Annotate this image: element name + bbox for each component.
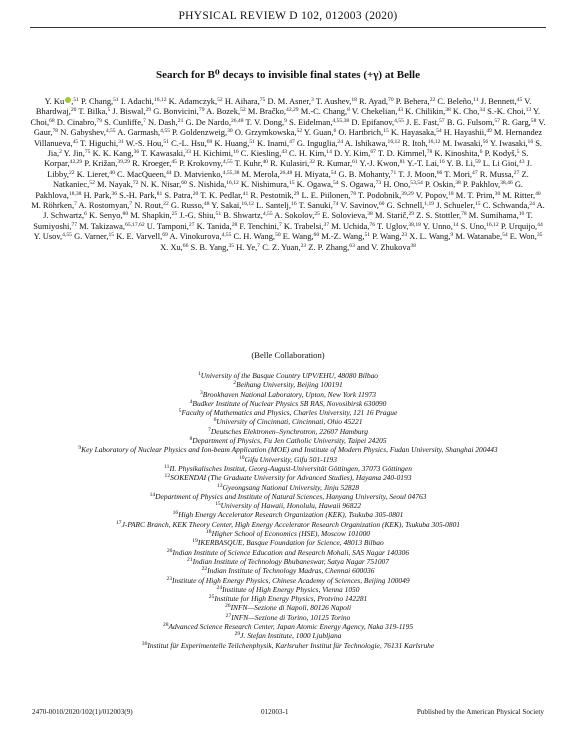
affiliation-text: Brookhaven National Laboratory, Upton, New York 11973 [202,389,377,399]
journal-header: PHYSICAL REVIEW D 102, 012003 (2020) [178,10,398,22]
affiliation-item [40,399,536,408]
affiliation-number: 23 [166,575,173,582]
page-footer [32,708,544,716]
affiliation-item [40,501,536,510]
affiliation-item [40,445,536,454]
affiliation-number: 19 [192,538,198,545]
affiliation-item [40,613,536,622]
footer-page-number: 012003-1 [260,708,289,716]
affiliation-text: Budker Institute of Nuclear Physics SB RAS, Novosibirsk 630090 [192,398,387,408]
affiliation-number: 4 [189,398,193,405]
affiliation-item [40,436,536,445]
affiliation-item [40,594,536,603]
affiliation-text: INFN—Sezione di Torino, 10125 Torino [231,612,351,622]
footer-publisher: Published by the American Physical Society [416,708,544,716]
affiliation-text: Department of Physics and Institute of Natural Sciences, Hanyang University, Seoul 04763 [155,491,427,501]
affiliation-item [40,455,536,464]
affiliation-number: 15 [215,501,221,508]
affiliation-text: Gifu University, Gifu 501-1193 [244,454,337,464]
paper-title [30,68,546,81]
affiliation-item [40,483,536,492]
affiliation-number: 29 [234,631,241,638]
affiliation-text: Institut für Experimentelle Teilchenphysik, Karlsruher Institut für Technologie, 76131 Karlsruhe [147,640,435,650]
affiliation-number: 2 [233,380,237,387]
affiliation-item [40,371,536,380]
affiliation-text: High Energy Accelerator Research Organization (KEK), Tsukuba 305-0801 [178,510,404,520]
affiliation-item [40,538,536,547]
affiliation-text: University of Hawaii, Honolulu, Hawaii 96822 [220,501,361,511]
affiliation-number: 30 [141,640,148,647]
affiliation-item [40,492,536,501]
collaboration-name: (Belle Collaboration) [251,350,325,360]
affiliation-text: Advanced Science Research Center, Japan Atomic Energy Agency, Naka 319-1195 [168,622,414,632]
affiliation-text: Faculty of Mathematics and Physics, Charles University, 121 16 Prague [181,408,398,418]
affiliation-number: 10 [238,454,245,461]
author-list-text: Y. Ku ,$^{51}$ P. Chang,$^{51}$ I. Adachi,$^{16,12}$ K. Adamczyk,$^{52}$ H. Aihara,$^{75}$ D. M. Asner,$^3$ T. Aushev,$^{18}$ R. Ayad,$^{70}$ P. Behera,$^{22}$ C. Beleño,$^{11}$ J. Bennett,$^{45}$ V. Bhardwaj,$^{20}$ T. Bilka,$^5$ J. Biswal,$^{29}$ G. Bonvicini,$^{79}$ A. Bozek,$^{52}$ M. Bračko,$^{42,29}$ M.-C. Chang,$^8$ V. Chekelian,$^{43}$ K. Chilikin,$^{38}$ K. Cho,$^{34}$ S.-K. Choi,$^{13}$ Y. Choi,$^{68}$ D. Cinabro,$^{79}$ S. Cunliffe,$^7$ N. Dash,$^{21}$ G. De Nardo,$^{26,48}$ T. V. Dong,$^9$ S. Eidelman,$^{4,55,38}$ D. Epifanov,$^{4,55}$ J. E. Fast,$^{57}$ B. G. Fulsom,$^{57}$ R. Garg,$^{58}$ V. Gaur,$^{78}$ N. Gabyshev,$^{4,55}$ A. Garmash,$^{4,55}$ P. Goldenzweig,$^{30}$ O. Grzymkowska,$^{52}$ Y. Guan,$^6$ O. Hartbrich,$^{15}$ K. Hayasaka,$^{54}$ H. Hayashii,$^{49}$ M. Hernandez Villanueva,$^{45}$ T. Higuchi,$^{31}$ W.-S. Hou,$^{51}$ C.-L. Hsu,$^{69}$ K. Huang,$^{51}$ K. Inami,$^{47}$ G. Inguglia,$^{24}$ A. Ishikawa,$^{16,12}$ R. Itoh,$^{16,12}$ M. Iwasaki,$^{56}$ Y. Iwasaki,$^{16}$ S. Jia,$^2$ Y. Jin,$^{75}$ K. K. Kang,$^{36}$ T. Kawasaki,$^{33}$ H. Kichimi,$^{16}$ C. Kiesling,$^{43}$ C. H. Kim,$^{14}$ D. Y. Kim,$^{67}$ T. D. Kimmel,$^{78}$ K. Kinoshita,$^6$ P. Kodyš,$^5$ S. Korpar,$^{42,29}$ P. Križan,$^{39,29}$ R. Kroeger,$^{45}$ P. Krokovny,$^{4,55}$ T. Kuhr,$^{40}$ R. Kulasiri,$^{32}$ R. Kumar,$^{61}$ Y.-J. Kwon,$^{81}$ Y.-T. Lai,$^{16}$ Y. B. Li,$^{59}$ L. Li Gioi,$^{43}$ J. Libby,$^{22}$ K. Lieret,$^{40}$ C. MacQueen,$^{44}$ D. Matvienko,$^{4,55,38}$ M. Merola,$^{26,48}$ H. Miyata,$^{54}$ G. B. Mohanty,$^{71}$ T. J. Moon,$^{66}$ T. Mori,$^{47}$ R. Mussa,$^{27}$ Z. Natkaniec,$^{52}$ M. Nayak,$^{72}$ N. K. Nisar,$^{60}$ S. Nishida,$^{16,12}$ K. Nishimura,$^{15}$ K. Ogawa,$^{54}$ S. Ogawa,$^{73}$ H. Ono,$^{53,54}$ P. Oskin,$^{38}$ P. Pakhlov,$^{38,46}$ G. Pakhlova,$^{18,38}$ H. Park,$^{36}$ S.-H. Park,$^{81}$ S. Patra,$^{20}$ T. K. Pedlar,$^{41}$ R. Pestotnik,$^{29}$ L. E. Piilonen,$^{78}$ T. Podobnik,$^{39,29}$ V. Popov,$^{18}$ M. T. Prim,$^{30}$ M. Ritter,$^{40}$ M. Röhrken,$^7$ A. Rostomyan,$^7$ N. Rout,$^{22}$ G. Russo,$^{48}$ Y. Sakai,$^{16,12}$ L. Santelj,$^{16}$ T. Sanuki,$^{74}$ V. Savinov,$^{60}$ G. Schnell,$^{1,19}$ J. Schueler,$^{15}$ C. Schwanda,$^{24}$ A. J. Schwartz,$^6$ K. Senyo,$^{80}$ M. Shapkin,$^{25}$ J.-G. Shiu,$^{51}$ B. Shwartz,$^{4,55}$ A. Sokolov,$^{25}$ E. Solovieva,$^{38}$ M. Starič,$^{29}$ Z. S. Stottler,$^{78}$ M. Sumihama,$^{10}$ T. Sumiyoshi,$^{77}$ M. Takizawa,$^{65,17,62}$ U. Tamponi,$^{27}$ K. Tanida,$^{28}$ F. Tenchini,$^7$ K. Trabelsi,$^{37}$ M. Uchida,$^{76}$ T. Uglov,$^{38,18}$ Y. Unno,$^{14}$ S. Uno,$^{16,12}$ P. Urquijo,$^{44}$ Y. Usov,$^{4,55}$ G. Varner,$^{15}$ K. E. Varvell,$^{69}$ A. Vinokurova,$^{4,55}$ C. H. Wang,$^{50}$ E. Wang,$^{60}$ M.-Z. Wang,$^{51}$ P. Wang,$^{23}$ X. L. Wang,$^9$ M. Watanabe,$^{54}$ E. Won,$^{35}$ X. Xu,$^{66}$ S. B. Yang,$^{35}$ H. Ye,$^7$ C. Z. Yuan,$^{23}$ Z. P. Zhang,$^{63}$ and V. Zhukova$^{38}$ [30,96,546,252]
affiliation-number: 22 [201,566,208,573]
affiliation-text: Institute for High Energy Physics, Protvino 142281 [214,594,368,604]
affiliation-item [40,520,536,529]
affiliation-number: 11 [164,463,170,470]
affiliation-number: 14 [149,491,156,498]
affiliation-number: 12 [164,473,171,480]
affiliation-text: Gyeongsang National University, Jinju 52828 [222,482,360,492]
affiliation-item [40,557,536,566]
affiliation-number: 18 [205,529,212,536]
affiliation-number: 21 [187,556,193,563]
affiliation-text: Indian Institute of Science Education and Research Mohali, SAS Nagar 140306 [172,547,410,557]
affiliation-text: Indian Institute of Technology Bhubaneswar, Satya Nagar 751007 [192,556,389,566]
affiliation-text: Indian Institute of Technology Madras, Chennai 600036 [207,566,375,576]
affiliation-text: University of the Basque Country UPV/EHU, 48080 Bilbao [200,371,379,380]
affiliation-item [40,510,536,519]
affiliation-text: University of Cincinnati, Cincinnati, Ohio 45221 [216,417,363,427]
affiliation-number: 16 [172,510,179,517]
affiliation-number: 8 [189,436,193,443]
affiliation-item [40,529,536,538]
affiliation-item [40,427,536,436]
affiliation-number: 27 [225,612,232,619]
affiliation-text: Key Laboratory of Nuclear Physics and Ion-beam Application (MOE) and Institute of Modern Physics, Fudan University, Shanghai 200443 [81,445,498,455]
affiliation-text: J. Stefan Institute, 1000 Ljubljana [240,631,342,641]
affiliation-number: 20 [166,547,173,554]
affiliation-item [40,576,536,585]
affiliation-text: IKERBASQUE, Basque Foundation for Science, 48013 Bilbao [197,538,384,548]
affiliation-number: 9 [78,445,82,452]
affiliation-item [40,566,536,575]
affiliation-item [40,390,536,399]
affiliation-item [40,380,536,389]
affiliation-item [40,417,536,426]
header-rule [30,27,546,28]
affiliation-number: 3 [199,389,203,396]
affiliation-text: Beihang University, Beijing 100191 [236,380,343,390]
affiliation-number: 1 [197,371,201,377]
affiliation-list [40,371,536,650]
affiliation-text: SOKENDAI (The Graduate University for Advanced Studies), Hayama 240-0193 [170,473,412,483]
affiliation-number: 17 [115,519,122,526]
affiliation-item [40,641,536,650]
paper-title-text: Search for B⁰ decays to invisible final states (+γ) at Belle [156,69,420,81]
orcid-icon [65,97,71,103]
affiliation-number: 5 [178,408,182,415]
affiliation-number: 25 [208,594,215,601]
affiliation-number: 24 [216,584,223,591]
affiliation-item [40,408,536,417]
affiliation-text: Department of Physics, Fu Jen Catholic University, Taipei 24205 [192,436,387,446]
footer-doi: 2470-0010/2020/102(1)/012003(9) [32,708,133,716]
affiliation-text: J-PARC Branch, KEK Theory Center, High Energy Accelerator Research Organization (KEK), Tsukuba 305-0801 [121,519,461,529]
affiliation-text: II. Physikalisches Institut, Georg-August-Universität Göttingen, 37073 Göttingen [169,463,412,473]
affiliation-number: 26 [224,603,231,610]
affiliation-item [40,631,536,640]
affiliation-item [40,464,536,473]
affiliation-text: Deutsches Elektronen–Synchrotron, 22607 Hamburg [210,426,368,436]
affiliation-text: Institute of High Energy Physics, Vienna 1050 [222,584,360,594]
affiliation-number: 28 [162,622,169,629]
affiliation-item [40,548,536,557]
affiliation-number: 13 [216,482,223,489]
affiliation-text: INFN—Sezione di Napoli, 80126 Napoli [230,603,352,613]
affiliation-item [40,622,536,631]
affiliation-number: 7 [208,426,211,433]
affiliation-item [40,603,536,612]
affiliation-text: Higher School of Economics (HSE), Moscow 101000 [211,529,371,539]
affiliation-item [40,473,536,482]
affiliation-text: Institute of High Energy Physics, Chinese Academy of Sciences, Beijing 100049 [172,575,410,585]
author-list [30,96,546,252]
affiliation-item [40,585,536,594]
affiliation-number: 6 [213,417,217,424]
